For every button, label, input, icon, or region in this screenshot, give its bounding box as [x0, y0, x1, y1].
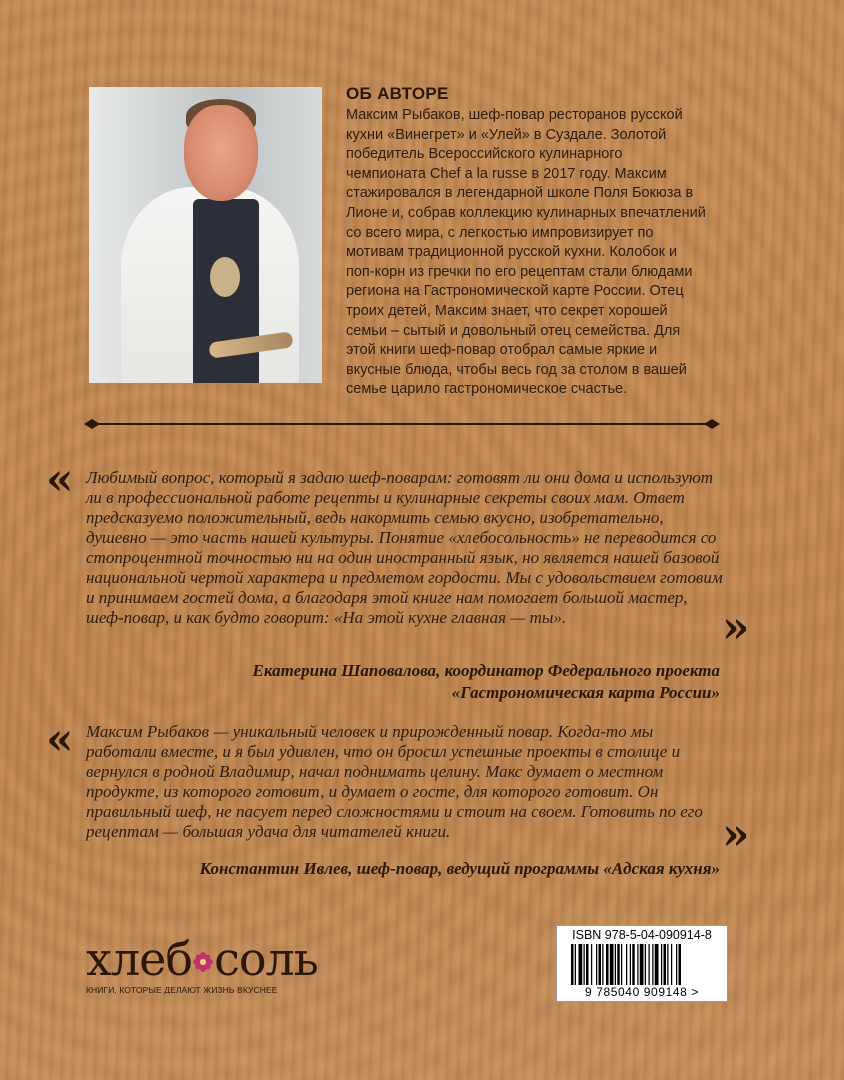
barcode-bar [661, 944, 662, 986]
barcode-bar [617, 944, 620, 986]
barcode-bar [637, 944, 638, 986]
open-quote-mark-2: « [46, 714, 74, 765]
barcode-bar [655, 944, 659, 986]
barcode-bar [630, 944, 631, 986]
logo-word-left: хлеб [86, 932, 193, 986]
barcode-bar [626, 944, 627, 986]
about-author-section [346, 84, 706, 400]
barcode-bar [676, 944, 677, 986]
barcode-bar [579, 944, 583, 986]
barcode-bar [664, 944, 667, 986]
barcode-bar [596, 944, 597, 986]
close-quote-mark-2: » [722, 809, 750, 860]
barcode-bar [671, 944, 672, 986]
barcode-bar [584, 944, 585, 986]
barcode-bar [652, 944, 653, 986]
logo-word-right: соль [214, 932, 318, 986]
barcode-bar [621, 944, 622, 986]
barcode-bar [667, 944, 668, 986]
quote-author-1-line1: Екатерина Шаповалова, координатор Федерального проекта [252, 661, 720, 680]
barcode-bar [606, 944, 609, 986]
barcode-bar [649, 944, 650, 986]
open-quote-mark-1: « [46, 454, 74, 505]
barcode-bar [645, 944, 646, 986]
barcode-bar [632, 944, 635, 986]
ornamental-divider [84, 417, 720, 431]
quote-author-2: Константин Ивлев, шеф-повар, ведущий программы «Адская кухня» [199, 859, 720, 878]
barcode-bar [679, 944, 682, 986]
barcode-bar [640, 944, 644, 986]
author-photo [89, 87, 322, 383]
quote-author-1-line2: «Гастрономическая карта России» [451, 683, 720, 702]
barcode-bar [591, 944, 592, 986]
barcode-digits: 9 785040 909148 > [559, 985, 725, 999]
barcode-box [556, 925, 728, 1002]
about-author-text: Максим Рыбаков, шеф-повар ресторанов русской кухни «Винегрет» и «Улей» в Суздале. Золотой победитель Всероссийского кулинарного чемпионата Chef a la russe в 2017 году. Максим стажировался в легендарной школе Поля Бокюза в Лионе и, собрав коллекцию кулинарных впечатлений со всего мира, с легкостью импровизирует по мотивам традиционной русской кухни. Колобок и поп-корн из гречки по его рецептам стали блюдами региона на Гастрономической карте России. Отец троих детей, Максим знает, что секрет хорошей семьи – сытый и довольный отец семейства. Для этой книги шеф-повар отобрал самые яркие и вкусные блюда, чтобы весь год за столом в вашей семье царило гастрономическое счастье. [346, 107, 706, 398]
publisher-slogan: КНИГИ, КОТОРЫЕ ДЕЛАЮТ ЖИЗНЬ ВКУСНЕЕ [86, 985, 278, 995]
close-quote-mark-1: » [722, 602, 750, 653]
barcode-bar [586, 944, 589, 986]
barcode-bar [599, 944, 602, 986]
barcode-bar [602, 944, 603, 986]
barcode-bar [610, 944, 614, 986]
barcode-bars [571, 944, 717, 986]
barcode-bar [615, 944, 616, 986]
publisher-logo [86, 934, 336, 995]
barcode-bar [571, 944, 574, 986]
barcode-bar [575, 944, 576, 986]
quote-text-1: Любимый вопрос, который я задаю шеф-поварам: готовят ли они дома и используют ли в профессиональной работе рецепты и кулинарные секреты своих мам. Ответ предсказуемо положительный, ведь накормить семью вкусно, изобретательно, душевно — это часть нашей культуры. Понятие «хлебосольность» не переводится со стопроцентной точностью ни на один иностранный язык, но является нашей базовой национальной чертой характера и предметом гордости. Мы с удовольствием готовим и принимаем гостей дома, а благодаря этой книге нам помогает большой мастер, шеф-повар, и как будто говорит: «На этой кухне главная — ты». [86, 468, 723, 627]
quote-text-2: Максим Рыбаков — уникальный человек и прирожденный повар. Когда-то мы работали вместе, и я был удивлен, что он бросил успешные проекты в столице и вернулся в родной Владимир, начал поднимать целину. Макс думает о местном продукте, из которого готовит, и думает о госте, для которого готовит. Он правильный шеф, не пасует перед сложностями и стоит на своем. Готовить по его рецептам — большая удача для читателей книги. [86, 722, 703, 841]
isbn-label: ISBN 978-5-04-090914-8 [572, 928, 712, 942]
flower-icon [193, 952, 213, 972]
about-author-heading: ОБ АВТОРЕ [346, 84, 449, 103]
